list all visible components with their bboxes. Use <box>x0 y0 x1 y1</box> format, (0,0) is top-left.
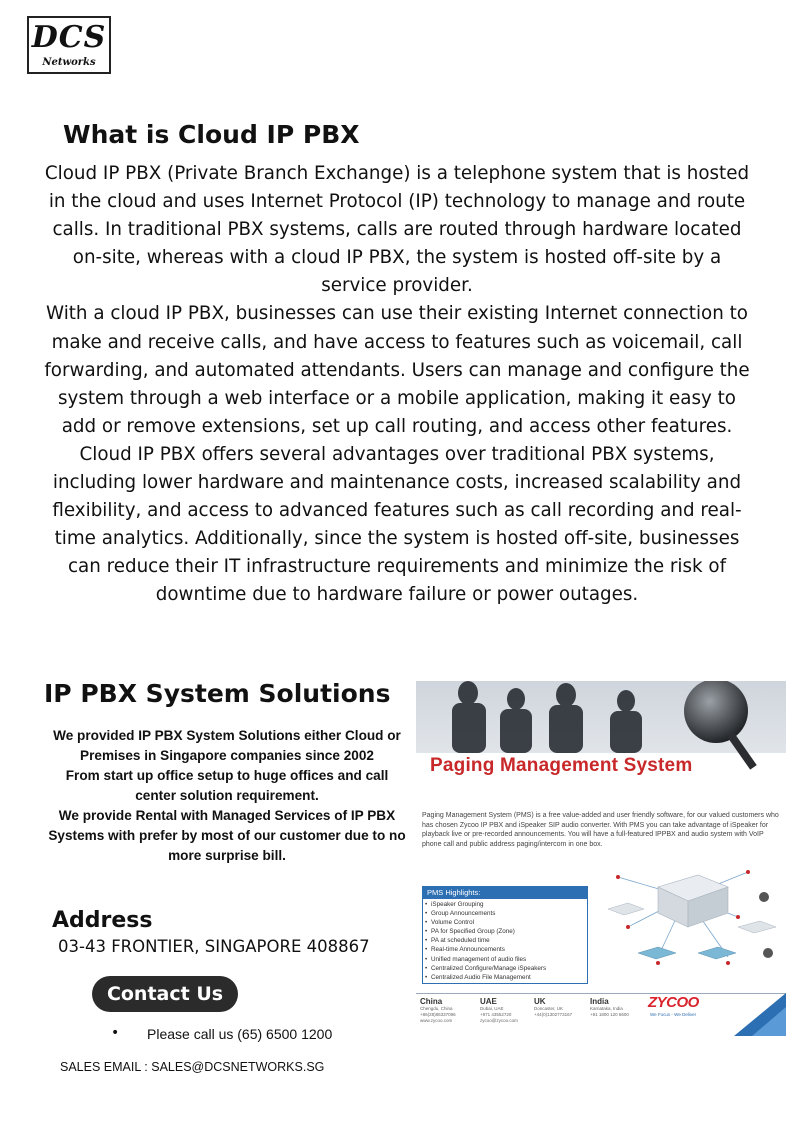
office-detail: Dubai, UAE +971 43552720 zycoo@zycoo.com <box>480 1006 518 1023</box>
highlight-item: • Real-time Announcements <box>423 945 587 954</box>
office-country: China <box>420 997 443 1006</box>
brochure-banner: Paging Management System <box>430 755 693 776</box>
sales-email-text: SALES EMAIL : SALES@DCSNETWORKS.SG <box>60 1060 325 1074</box>
office-entry <box>534 997 590 1018</box>
highlight-item: • PA for Specified Group (Zone) <box>423 927 587 936</box>
network-diagram-illustration <box>588 857 786 987</box>
intro-paragraph: With a cloud IP PBX, businesses can use their existing Internet connection to make and receive calls, and have access to features such as voicemail, call forwarding, and automated attendants. Users can manage and configure the system through a web interface or a mobile application, making it easy to add or remove extensions, set up call routing, and access other features. <box>44 303 750 437</box>
highlight-item: • PA at scheduled time <box>423 936 587 945</box>
logo-subtitle: Networks <box>42 57 96 68</box>
address-text: 03-43 FRONTIER, SINGAPORE 408867 <box>58 937 370 956</box>
solutions-line: From start up office setup to huge offices and call center solution requirement. <box>65 768 389 803</box>
microphone-photo <box>416 681 786 809</box>
highlights-title: PMS Highlights: <box>423 887 587 899</box>
logo-mark: DCS <box>31 20 107 55</box>
office-entry <box>590 997 646 1018</box>
paging-system-brochure <box>416 681 786 1036</box>
highlights-list <box>423 900 587 982</box>
corner-stripe-decoration <box>734 993 786 1036</box>
highlight-item: • Volume Control <box>423 918 587 927</box>
office-entry <box>420 997 476 1024</box>
brochure-description: Paging Management System (PMS) is a free value-added and user friendly software, for our valued customers who has chosen Zycoo IP PBX and iSpeaker SIP audio converter. With PMS you can take advantage of iSpeaker for playback live or pre-recorded announcements. You will have a full-featured IPPBX and audio system with VoIP phone call and public address paging/intercom in one box. <box>422 812 779 848</box>
office-detail: Chengdu, China +86(28)85337096 www.zycoo.com <box>420 1006 456 1023</box>
highlight-item: • Unified management of audio files <box>423 955 587 964</box>
offices-footer <box>416 993 786 1036</box>
intro-heading: What is Cloud IP PBX <box>63 120 360 149</box>
solutions-body <box>44 726 410 866</box>
zycoo-logo: ZYCOO <box>648 994 699 1011</box>
office-detail: Doncaster, UK +44(0)1302773167 <box>534 1006 573 1017</box>
intro-paragraph: Cloud IP PBX (Private Branch Exchange) is a telephone system that is hosted in the cloud and uses Internet Protocol (IP) technology to manage and route calls. In traditional PBX systems, calls are routed through hardware located on-site, whereas with a cloud IP PBX, the system is hosted off-site by a service provider. <box>44 163 750 297</box>
office-country: UK <box>534 997 546 1006</box>
intro-body <box>38 160 756 610</box>
highlight-item: • Centralized Audio File Management <box>423 973 587 982</box>
solutions-heading: IP PBX System Solutions <box>44 679 391 708</box>
highlight-item: • iSpeaker Grouping <box>423 900 587 909</box>
contact-us-button[interactable]: Contact Us <box>92 976 238 1012</box>
highlight-item: • Centralized Configure/Manage iSpeakers <box>423 964 587 973</box>
list-bullet: • <box>111 1025 120 1041</box>
solutions-line: We provide Rental with Managed Services of IP PBX Systems with prefer by most of our customer due to no more surprise bill. <box>48 808 406 863</box>
office-entry <box>480 997 536 1024</box>
intro-paragraph: Cloud IP PBX offers several advantages over traditional PBX systems, including lower hardware and maintenance costs, increased scalability and flexibility, and access to advanced features such as call recording and real-time analytics. Additionally, since the system is hosted off-site, businesses can reduce their IT infrastructure requirements and minimize the risk of downtime due to hardware failure or power outages. <box>52 443 742 606</box>
solutions-line: We provided IP PBX System Solutions either Cloud or Premises in Singapore companies since 2002 <box>53 728 401 763</box>
office-detail: Karnataka, India +91 1800 120 6600 <box>590 1006 629 1017</box>
office-country: India <box>590 997 609 1006</box>
office-country: UAE <box>480 997 497 1006</box>
phone-contact-text: Please call us (65) 6500 1200 <box>147 1026 333 1042</box>
highlights-box <box>422 886 588 984</box>
zycoo-tagline: We Focus - We Deliver <box>650 1012 697 1017</box>
address-heading: Address <box>52 908 153 933</box>
company-logo <box>27 16 111 74</box>
highlight-item: • Group Announcements <box>423 909 587 918</box>
